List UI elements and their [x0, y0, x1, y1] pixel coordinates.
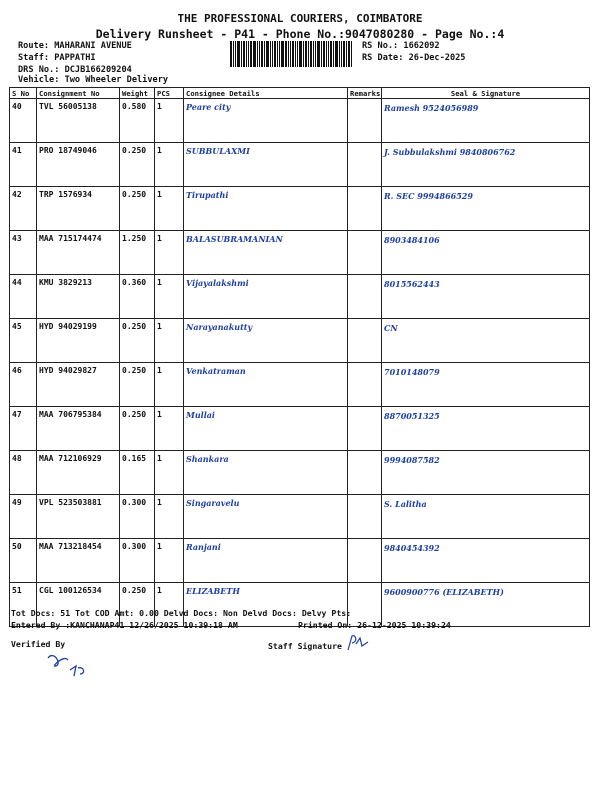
cell-consignee: Peare city — [184, 99, 348, 143]
barcode-bar — [335, 41, 338, 67]
cell-consignment: TVL 56005138 — [37, 99, 120, 143]
barcode-bar — [321, 41, 322, 67]
table-row — [10, 143, 590, 187]
cell-signature: Ramesh 9524056989 — [382, 99, 590, 143]
barcode-bar — [315, 41, 316, 67]
cell-weight: 0.250 — [120, 143, 155, 187]
barcode-bar — [259, 41, 260, 67]
cell-remarks — [348, 319, 382, 363]
cell-sno: 47 — [10, 407, 37, 451]
barcode-bar — [230, 41, 232, 67]
cell-consignment: VPL 523503881 — [37, 495, 120, 539]
barcode-bar — [333, 41, 334, 67]
cell-consignee: Venkatraman — [184, 363, 348, 407]
barcode-bar — [343, 41, 345, 67]
verified-by-label: Verified By — [11, 639, 66, 649]
cell-pcs: 1 — [155, 231, 184, 275]
barcode-bar — [261, 41, 263, 67]
drs-number: DRS No.: DCJB166209204 — [18, 65, 132, 75]
staff-signature-label: Staff Signature — [268, 641, 342, 651]
cell-signature: 8015562443 — [382, 275, 590, 319]
cell-signature: 7010148079 — [382, 363, 590, 407]
cell-sno: 42 — [10, 187, 37, 231]
table-row — [10, 539, 590, 583]
cell-pcs: 1 — [155, 187, 184, 231]
col-header-consignee: Consignee Details — [184, 88, 348, 99]
cell-consignee: BALASUBRAMANIAN — [184, 231, 348, 275]
cell-consignment: MAA 715174474 — [37, 231, 120, 275]
rs-number: RS No.: 1662092 — [362, 41, 440, 51]
cell-sno: 41 — [10, 143, 37, 187]
barcode-bar — [317, 41, 320, 67]
table-row — [10, 407, 590, 451]
cell-sno: 44 — [10, 275, 37, 319]
cell-consignee: Tirupathi — [184, 187, 348, 231]
barcode-bar — [330, 41, 332, 67]
barcode-bar — [233, 41, 234, 67]
cell-consignment: KMU 3829213 — [37, 275, 120, 319]
cell-consignment: HYD 94029827 — [37, 363, 120, 407]
cell-consignee: Shankara — [184, 451, 348, 495]
col-header-consignment: Consignment No — [37, 88, 120, 99]
col-header-signature: Seal & Signature — [382, 88, 590, 99]
table-row — [10, 187, 590, 231]
barcode-bar — [290, 41, 291, 67]
barcode-bar — [279, 41, 280, 67]
cell-sno: 43 — [10, 231, 37, 275]
cell-sno: 46 — [10, 363, 37, 407]
cell-sno: 40 — [10, 99, 37, 143]
cell-weight: 0.300 — [120, 495, 155, 539]
cell-remarks — [348, 495, 382, 539]
barcode-bar — [250, 41, 252, 67]
barcode-bar — [281, 41, 284, 67]
cell-weight: 0.580 — [120, 99, 155, 143]
cell-weight: 0.250 — [120, 583, 155, 627]
barcode-bar — [270, 41, 271, 67]
cell-consignment: CGL 100126534 — [37, 583, 120, 627]
barcode-bar — [248, 41, 249, 67]
barcode-bar — [266, 41, 269, 67]
barcode-bar — [274, 41, 276, 67]
cell-weight: 0.165 — [120, 451, 155, 495]
cell-sno: 48 — [10, 451, 37, 495]
barcode-bar — [241, 41, 242, 67]
barcode-bar — [264, 41, 265, 67]
barcode-image — [230, 41, 358, 67]
barcode-bar — [253, 41, 256, 67]
barcode-bar — [348, 41, 350, 67]
cell-weight: 0.250 — [120, 187, 155, 231]
barcode-bar — [285, 41, 287, 67]
barcode-bar — [235, 41, 236, 67]
cell-pcs: 1 — [155, 583, 184, 627]
cell-remarks — [348, 187, 382, 231]
cell-consignment: MAA 712106929 — [37, 451, 120, 495]
cell-signature: 9994087582 — [382, 451, 590, 495]
cell-pcs: 1 — [155, 363, 184, 407]
totals-line: Tot Docs: 51 Tot COD Amt: 0.00 Delvd Docs: Non Delvd Docs: Delvy Pts: — [11, 608, 352, 618]
cell-pcs: 1 — [155, 275, 184, 319]
cell-remarks — [348, 407, 382, 451]
cell-remarks — [348, 363, 382, 407]
route-label: Route: MAHARANI AVENUE — [18, 41, 132, 51]
cell-pcs: 1 — [155, 319, 184, 363]
barcode-bar — [305, 41, 307, 67]
barcode-bar — [313, 41, 314, 67]
cell-pcs: 1 — [155, 143, 184, 187]
col-header-weight: Weight — [120, 88, 155, 99]
vehicle-label: Vehicle: Two Wheeler Delivery — [18, 75, 169, 85]
cell-sno: 45 — [10, 319, 37, 363]
barcode-bar — [272, 41, 273, 67]
table-row — [10, 319, 590, 363]
cell-consignment: TRP 1576934 — [37, 187, 120, 231]
cell-weight: 1.250 — [120, 231, 155, 275]
cell-signature: CN — [382, 319, 590, 363]
rs-date: RS Date: 26-Dec-2025 — [362, 53, 466, 63]
col-header-pcs: PCS — [155, 88, 184, 99]
cell-consignment: MAA 706795384 — [37, 407, 120, 451]
table-row — [10, 363, 590, 407]
table-row — [10, 275, 590, 319]
cell-sno: 49 — [10, 495, 37, 539]
barcode-bar — [310, 41, 312, 67]
cell-remarks — [348, 231, 382, 275]
cell-pcs: 1 — [155, 495, 184, 539]
cell-remarks — [348, 275, 382, 319]
cell-signature: S. Lalitha — [382, 495, 590, 539]
cell-consignment: MAA 713218454 — [37, 539, 120, 583]
barcode-bar — [237, 41, 240, 67]
col-header-remarks: Remarks — [348, 88, 382, 99]
runsheet-subtitle: Delivery Runsheet - P41 - Phone No.:9047080280 - Page No.:4 — [95, 27, 505, 41]
cell-consignee: SUBBULAXMI — [184, 143, 348, 187]
cell-pcs: 1 — [155, 451, 184, 495]
barcode-bar — [257, 41, 258, 67]
barcode-bar — [297, 41, 298, 67]
cell-consignee: Singaravelu — [184, 495, 348, 539]
table-row — [10, 231, 590, 275]
table-row — [10, 451, 590, 495]
barcode-bar — [299, 41, 302, 67]
staff-label: Staff: PAPPATHI — [18, 53, 96, 63]
cell-consignee: Ranjani — [184, 539, 348, 583]
barcode-bar — [288, 41, 289, 67]
cell-pcs: 1 — [155, 407, 184, 451]
staff-signature-mark — [346, 634, 370, 652]
cell-weight: 0.250 — [120, 407, 155, 451]
cell-weight: 0.300 — [120, 539, 155, 583]
company-title: THE PROFESSIONAL COURIERS, COIMBATORE — [177, 12, 423, 25]
barcode-bar — [339, 41, 340, 67]
barcode-bar — [303, 41, 304, 67]
cell-remarks — [348, 539, 382, 583]
barcode-bar — [328, 41, 329, 67]
cell-pcs: 1 — [155, 539, 184, 583]
entered-by: Entered By :KANCHANAP41 12/26/2025 10:39:18 AM — [11, 620, 238, 630]
cell-sno: 51 — [10, 583, 37, 627]
cell-signature: 8903484106 — [382, 231, 590, 275]
cell-remarks — [348, 99, 382, 143]
cell-remarks — [348, 451, 382, 495]
cell-signature: J. Subbulakshmi 9840806762 — [382, 143, 590, 187]
cell-signature: R. SEC 9994866529 — [382, 187, 590, 231]
cell-consignee: Narayanakutty — [184, 319, 348, 363]
col-header-sno: S No — [10, 88, 37, 99]
cell-consignment: HYD 94029199 — [37, 319, 120, 363]
table-header-row — [10, 88, 590, 99]
barcode-bar — [351, 41, 352, 67]
barcode-bar — [277, 41, 278, 67]
printed-on: Printed On: 26-12-2025 10:39:24 — [298, 620, 451, 630]
cell-weight: 0.250 — [120, 319, 155, 363]
barcode-bar — [243, 41, 245, 67]
cell-consignee: Vijayalakshmi — [184, 275, 348, 319]
table-row — [10, 99, 590, 143]
cell-sno: 50 — [10, 539, 37, 583]
cell-weight: 0.250 — [120, 363, 155, 407]
runsheet-table — [9, 87, 590, 627]
cell-consignment: PRO 18749046 — [37, 143, 120, 187]
barcode-bar — [346, 41, 347, 67]
barcode-bar — [292, 41, 294, 67]
cell-consignee: ELIZABETH — [184, 583, 348, 627]
cell-signature: 9840454392 — [382, 539, 590, 583]
cell-consignee: Mullai — [184, 407, 348, 451]
barcode-bar — [323, 41, 325, 67]
verifier-signature-mark — [44, 648, 94, 678]
cell-pcs: 1 — [155, 99, 184, 143]
barcode-bar — [246, 41, 247, 67]
cell-remarks — [348, 143, 382, 187]
barcode-bar — [341, 41, 342, 67]
barcode-bar — [326, 41, 327, 67]
cell-weight: 0.360 — [120, 275, 155, 319]
table-row — [10, 495, 590, 539]
cell-signature: 8870051325 — [382, 407, 590, 451]
barcode-bar — [308, 41, 309, 67]
cell-signature: 9600900776 (ELIZABETH) — [382, 583, 590, 627]
barcode-bar — [295, 41, 296, 67]
